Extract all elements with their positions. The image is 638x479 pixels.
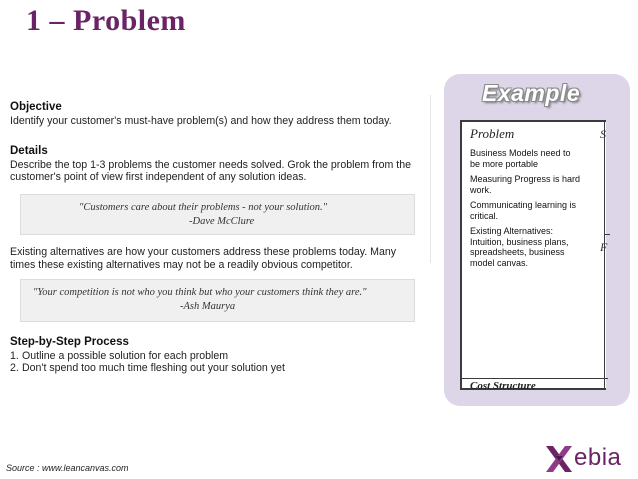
objective-section <box>10 101 392 127</box>
canvas-column-divider <box>604 122 605 388</box>
objective-text: Identify your customer's must-have problem(s) and how they address them today. <box>10 114 392 127</box>
xebia-x-logo-icon <box>544 444 574 474</box>
details-heading: Details <box>10 145 48 157</box>
steps-heading: Step-by-Step Process <box>10 336 129 348</box>
details-text: Describe the top 1-3 problems the customer needs solved. Grok the problem from the customer's point of view first independent of any solution ideas. <box>10 158 411 184</box>
canvas-note: Existing Alternatives: Intuition, business plans, spreadsheets, business model canvas. <box>470 226 569 268</box>
canvas-problem-title: Problem <box>470 126 515 141</box>
step-item <box>10 362 285 375</box>
quote-text: "Your competition is not who you think but who your customers think they are." <box>33 287 367 298</box>
document-divider <box>430 95 431 263</box>
example-panel <box>444 74 630 406</box>
details-section <box>10 145 422 184</box>
canvas-cost-structure-title: Cost Structure <box>470 380 536 392</box>
example-heading: Example <box>482 80 581 106</box>
canvas-note: Measuring Progress is hard work. <box>470 174 581 195</box>
source-citation: Source : www.leancanvas.com <box>6 463 129 473</box>
step-text: Outline a possible solution for each problem <box>22 349 229 362</box>
alternatives-text: Existing alternatives are how your customers address these problems today. Many times these existing alternatives may not be a readily obvious competitor. <box>10 246 397 271</box>
step-text: Don't spend too much time fleshing out your solution yet <box>22 362 285 375</box>
canvas-excerpt <box>460 120 606 390</box>
alternatives-section <box>10 246 422 271</box>
logo-wordmark: ebia <box>574 444 622 471</box>
steps-list <box>10 350 285 375</box>
canvas-side-letter: F <box>600 240 608 254</box>
quote-author: -Ash Maurya <box>180 301 236 312</box>
canvas-note: Business Models need to be more portable <box>470 148 571 169</box>
quote-box-mcclure <box>20 194 415 235</box>
quote-box-maurya <box>20 279 415 322</box>
canvas-note: Communicating learning is critical. <box>470 200 577 221</box>
canvas-notes <box>470 148 582 273</box>
objective-heading: Objective <box>10 101 62 113</box>
steps-section <box>10 336 285 375</box>
step-item <box>10 350 285 363</box>
xebia-logo <box>544 442 632 476</box>
slide-title: 1 – Problem <box>26 4 186 37</box>
quote-author: -Dave McClure <box>189 216 255 227</box>
canvas-cell-divider <box>604 234 610 235</box>
canvas-row-divider <box>462 378 608 379</box>
step-number: 2. <box>10 362 19 375</box>
quote-text: "Customers care about their problems - not your solution." <box>79 202 328 213</box>
canvas-side-letter: S <box>600 127 606 141</box>
step-number: 1. <box>10 349 19 362</box>
